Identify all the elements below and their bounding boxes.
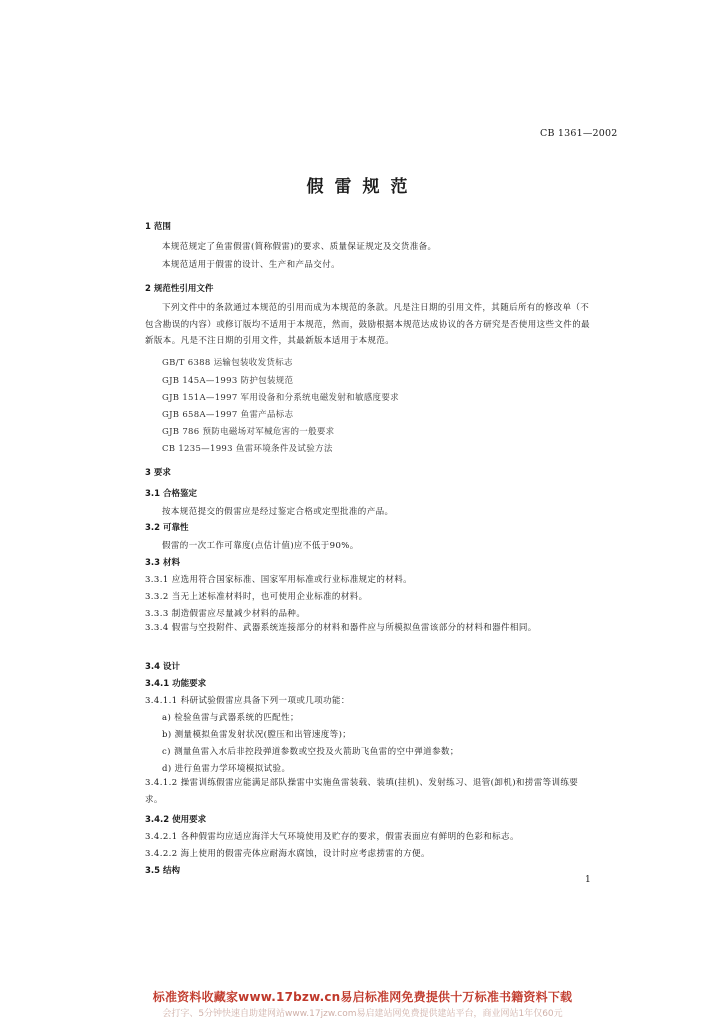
section-2-heading: 2 规范性引用文件 xyxy=(145,284,214,294)
clause-heading: 3.4 设计 xyxy=(145,662,181,672)
clause-text: 3.4.2.2 海上使用的假雷壳体应耐海水腐蚀，设计时应考虑捞雷的方便。 xyxy=(145,849,430,859)
clause-text: 假雷的一次工作可靠度(点估计值)应不低于90%。 xyxy=(162,541,359,551)
section-1-paragraph: 本规范规定了鱼雷假雷(简称假雷)的要求、质量保证规定及交货准备。 xyxy=(162,242,437,252)
clause-heading: 3.1 合格鉴定 xyxy=(145,489,198,499)
clause-heading: 3.5 结构 xyxy=(145,866,181,876)
clause-heading: 3.3 材料 xyxy=(145,558,181,568)
footer-watermark-link[interactable]: 标准资料收藏家www.17bzw.cn易启标准网免费提供十万标准书籍资料下载 xyxy=(152,990,573,1004)
clause-text: 3.3.2 当无上述标准材料时，也可使用企业标准的材料。 xyxy=(145,592,368,602)
reference-item: GJB 786 预防电磁场对军械危害的一般要求 xyxy=(162,427,335,437)
clause-heading: 3.4.2 使用要求 xyxy=(145,815,207,825)
clause-text: 3.3.3 制造假雷应尽量减少材料的品种。 xyxy=(145,609,306,619)
reference-item: GJB 145A—1993 防护包装规范 xyxy=(162,376,294,386)
section-3-heading: 3 要求 xyxy=(145,468,171,478)
list-item: a) 检验鱼雷与武器系统的匹配性； xyxy=(162,713,299,723)
clause-heading: 3.2 可靠性 xyxy=(145,523,189,533)
reference-item: CB 1235—1993 鱼雷环境条件及试验方法 xyxy=(162,444,333,454)
section-2-paragraph: 下列文件中的条款通过本规范的引用而成为本规范的条款。凡是注日期的引用文件，其随后所有的修改单（不包含勘误的内容）或修订版均不适用于本规范，然而，鼓励根据本规范达成协议的各方研究是否使用这些文件的最新版本。凡是不注日期的引用文件，其最新版本适用于本规范。 xyxy=(145,303,591,346)
page-title: 假雷规范 xyxy=(306,177,419,197)
clause-text: 3.3.1 应选用符合国家标准、国家军用标准或行业标准规定的材料。 xyxy=(145,575,413,585)
page-number: 1 xyxy=(585,875,591,885)
clause-text: 3.4.1.1 科研试验假雷应具备下列一项或几项功能： xyxy=(145,696,350,706)
clause-text: 3.4.1.2 操雷训练假雷应能满足部队操雷中实施鱼雷装载、装填(挂机)、发射练习、退管(卸机)和捞雷等训练要求。 xyxy=(145,778,579,805)
clause-text: 3.3.4 假雷与空投附件、武器系统连接部分的材料和器件应与所模拟鱼雷该部分的材料和器件相同。 xyxy=(145,623,537,633)
document-code: CB 1361—2002 xyxy=(540,128,618,139)
reference-item: GJB 658A—1997 鱼雷产品标志 xyxy=(162,410,294,420)
reference-item: GB/T 6388 运输包装收发货标志 xyxy=(162,358,293,368)
section-1-heading: 1 范围 xyxy=(145,222,171,232)
section-1-paragraph: 本规范适用于假雷的设计、生产和产品交付。 xyxy=(162,260,341,270)
reference-item: GJB 151A—1997 军用设备和分系统电磁发射和敏感度要求 xyxy=(162,393,399,403)
clause-heading: 3.4.1 功能要求 xyxy=(145,679,207,689)
list-item: b) 测量模拟鱼雷发射状况(膛压和出管速度等)； xyxy=(162,730,352,740)
clause-text: 3.4.2.1 各种假雷均应适应海洋大气环境使用及贮存的要求，假雷表面应有鲜明的色彩和标志。 xyxy=(145,832,519,842)
list-item: c) 测量鱼雷入水后非控段弹道参数或空投及火箭助飞鱼雷的空中弹道参数； xyxy=(162,747,459,757)
clause-text: 按本规范提交的假雷应是经过鉴定合格或定型批准的产品。 xyxy=(162,507,394,517)
list-item: d) 进行鱼雷力学环境模拟试验。 xyxy=(162,764,291,774)
footer-watermark-text[interactable]: 会打字、5分钟快速自助建网站www.17jzw.com易启建站网免费提供建站平台，商业网站1年仅60元 xyxy=(162,1009,563,1019)
